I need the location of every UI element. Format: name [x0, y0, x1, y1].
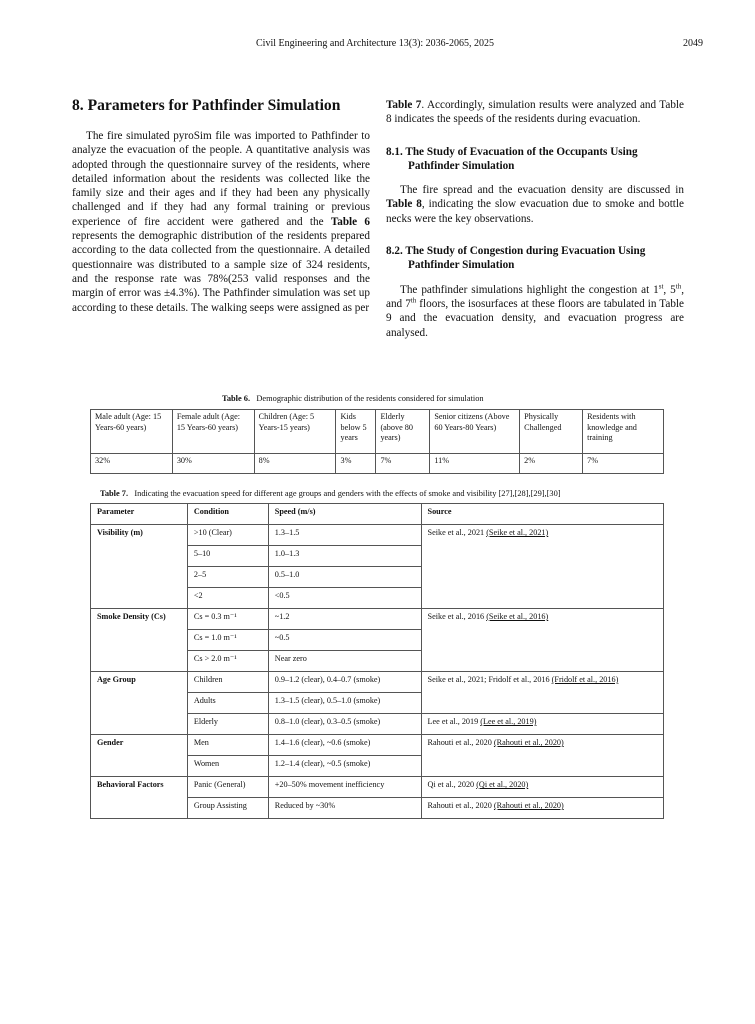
- table-6-value-row: [91, 454, 664, 474]
- table-6-header-row: [91, 410, 664, 454]
- condition-cell: Men: [187, 735, 268, 756]
- parameter-cell: Age Group: [91, 672, 188, 735]
- condition-cell: Women: [187, 756, 268, 777]
- table-row: [91, 525, 664, 546]
- para-text: floors, the isosurfaces at these floors are tabulated in Table 9 and the evacuation density, and evacuation progress are analysed.: [386, 297, 684, 339]
- source-text: Lee et al., 2019: [427, 717, 481, 726]
- section-8-paragraph: [72, 129, 370, 315]
- table-6-value-cell: 7%: [376, 454, 430, 474]
- speed-cell: 0.9–1.2 (clear), 0.4–0.7 (smoke): [268, 672, 421, 693]
- table-7: [90, 503, 664, 819]
- speed-cell: Near zero: [268, 651, 421, 672]
- table-6-header-cell: Kids below 5 years: [336, 410, 376, 454]
- table-7-caption-text: Indicating the evacuation speed for different age groups and genders with the effects of smoke and visibility [27],[28],[29],[30]: [134, 489, 561, 498]
- table-6-header-cell: Senior citizens (Above 60 Years-80 Years): [430, 410, 520, 454]
- table-6-caption-text: Demographic distribution of the residents considered for simulation: [256, 394, 484, 403]
- speed-cell: 1.2–1.4 (clear), ~0.5 (smoke): [268, 756, 421, 777]
- parameter-cell: Gender: [91, 735, 188, 777]
- source-text: Rahouti et al., 2020: [427, 801, 494, 810]
- speed-cell: 1.4–1.6 (clear), ~0.6 (smoke): [268, 735, 421, 756]
- table8-ref: Table 8: [386, 198, 422, 211]
- condition-cell: Elderly: [187, 714, 268, 735]
- citation-link[interactable]: (Seike et al., 2021): [486, 528, 549, 537]
- source-cell: [421, 714, 663, 735]
- table6-ref: Table 6: [330, 215, 371, 228]
- source-cell: [421, 798, 663, 819]
- table-6-value-cell: 7%: [583, 454, 664, 474]
- speed-cell: Reduced by ~30%: [268, 798, 421, 819]
- table-row: [91, 735, 664, 756]
- journal-citation: Civil Engineering and Architecture 13(3): 2036-2065, 2025: [256, 38, 495, 49]
- condition-cell: Cs = 0.3 m⁻¹: [187, 609, 268, 630]
- parameter-cell: Behavioral Factors: [91, 777, 188, 819]
- para-text: , indicating the slow evacuation due to smoke and bottle necks were the key observations.: [386, 198, 684, 225]
- source-cell: [421, 735, 663, 777]
- table-6-header-cell: Residents with knowledge and training: [583, 410, 664, 454]
- citation-link[interactable]: (Seike et al., 2016): [486, 612, 549, 621]
- parameter-cell: Visibility (m): [91, 525, 188, 609]
- table-7-header-cell: Condition: [187, 504, 268, 525]
- citation-link[interactable]: (Lee et al., 2019): [480, 717, 537, 726]
- condition-cell: <2: [187, 588, 268, 609]
- condition-cell: Panic (General): [187, 777, 268, 798]
- speed-cell: 1.0–1.3: [268, 546, 421, 567]
- table-6-label: Table 6.: [222, 394, 251, 403]
- para-text: The fire spread and the evacuation density are discussed in: [400, 184, 684, 197]
- para-text: The pathfinder simulations highlight the congestion at 1: [400, 283, 659, 296]
- left-column: [72, 96, 370, 315]
- parameter-cell: Smoke Density (Cs): [91, 609, 188, 672]
- condition-cell: Adults: [187, 693, 268, 714]
- condition-cell: >10 (Clear): [187, 525, 268, 546]
- para-text: , 5: [663, 283, 676, 296]
- source-cell: [421, 609, 663, 672]
- para-text: . Accordingly, simulation results were analyzed and Table 8 indicates the speeds of the residents during evacuation.: [386, 99, 684, 126]
- superscript: th: [410, 296, 417, 305]
- speed-cell: 1.3–1.5: [268, 525, 421, 546]
- para-text: The fire simulated pyroSim file was imported to Pathfinder to analyze the evacuation of the people. A quantitative analysis was adopted through the questionnaire survey of the residents, where detailed information about the residents was collected like the family size and their ages and if they had been any physically challenged and if they had any formal training or previous experience of fire accident were gathered and the: [72, 130, 370, 228]
- citation-link[interactable]: (Qi et al., 2020): [476, 780, 529, 789]
- right-column: [386, 98, 684, 340]
- citation-link[interactable]: (Rahouti et al., 2020): [493, 801, 564, 810]
- para-text: represents the demographic distribution of the residents prepared according to the data collected from the questionnaire. A detailed questionnaire was distributed to a sample size of 324 residents, and the response rate was 78%(253 valid responses and the margin of error was ±4.3%). The Pathfinder simulation was set up according to these details. The walking seeps were assigned as per: [72, 230, 370, 314]
- source-text: Qi et al., 2020: [427, 780, 477, 789]
- table-7-caption: [100, 488, 561, 499]
- section-8-1-heading: 8.1. The Study of Evacuation of the Occupants Using Pathfinder Simulation: [386, 145, 638, 172]
- speed-cell: 0.8–1.0 (clear), 0.3–0.5 (smoke): [268, 714, 421, 735]
- table-6-header-cell: Female adult (Age: 15 Years-60 years): [172, 410, 254, 454]
- table7-ref: Table 7: [386, 99, 422, 111]
- condition-cell: 5–10: [187, 546, 268, 567]
- table-7-label: Table 7.: [100, 489, 129, 498]
- speed-cell: ~1.2: [268, 609, 421, 630]
- speed-cell: 1.3–1.5 (clear), 0.5–1.0 (smoke): [268, 693, 421, 714]
- citation-link[interactable]: (Rahouti et al., 2020): [493, 738, 564, 747]
- section-8-2-heading: 8.2. The Study of Congestion during Evacuation Using Pathfinder Simulation: [386, 245, 646, 272]
- superscript: st: [658, 281, 664, 290]
- table-6-header-cell: Children (Age: 5 Years-15 years): [254, 410, 336, 454]
- table-6-value-cell: 32%: [91, 454, 173, 474]
- superscript: th: [675, 281, 682, 290]
- running-header: [0, 38, 755, 54]
- table-7-header-row: [91, 504, 664, 525]
- table-6-value-cell: 2%: [520, 454, 583, 474]
- speed-cell: +20–50% movement inefficiency: [268, 777, 421, 798]
- table-6: [90, 409, 664, 474]
- table-6-value-cell: 8%: [254, 454, 336, 474]
- table-6-header-cell: Elderly (above 80 years): [376, 410, 430, 454]
- table-6-header-cell: Male adult (Age: 15 Years-60 years): [91, 410, 173, 454]
- table-row: [91, 672, 664, 693]
- table-7-body: [91, 525, 664, 819]
- condition-cell: Children: [187, 672, 268, 693]
- para-text: , and 7: [386, 283, 685, 310]
- section-8-paragraph-continued: [386, 98, 684, 127]
- speed-cell: ~0.5: [268, 630, 421, 651]
- table-6-caption: [222, 393, 484, 404]
- page-number: 2049: [683, 38, 703, 49]
- source-cell: [421, 672, 663, 714]
- condition-cell: 2–5: [187, 567, 268, 588]
- source-cell: [421, 525, 663, 609]
- table-6-value-cell: 3%: [336, 454, 376, 474]
- table-7-header-cell: Speed (m/s): [268, 504, 421, 525]
- table-6-header-cell: Physically Challenged: [520, 410, 583, 454]
- section-8-2-paragraph: [386, 283, 684, 340]
- section-8-heading: 8. Parameters for Pathfinder Simulation: [72, 97, 341, 114]
- table-row: [91, 609, 664, 630]
- source-cell: [421, 777, 663, 798]
- condition-cell: Group Assisting: [187, 798, 268, 819]
- speed-cell: 0.5–1.0: [268, 567, 421, 588]
- condition-cell: Cs = 1.0 m⁻¹: [187, 630, 268, 651]
- source-text: Seike et al., 2016: [427, 612, 487, 621]
- table-7-header-cell: Source: [421, 504, 663, 525]
- condition-cell: Cs > 2.0 m⁻¹: [187, 651, 268, 672]
- table-6-value-cell: 30%: [172, 454, 254, 474]
- speed-cell: <0.5: [268, 588, 421, 609]
- source-text: Seike et al., 2021; Fridolf et al., 2016: [427, 675, 552, 684]
- table-7-header-cell: Parameter: [91, 504, 188, 525]
- table-row: [91, 777, 664, 798]
- source-text: Seike et al., 2021: [427, 528, 487, 537]
- table-6-value-cell: 11%: [430, 454, 520, 474]
- source-text: Rahouti et al., 2020: [427, 738, 494, 747]
- citation-link[interactable]: (Fridolf et al., 2016): [551, 675, 619, 684]
- section-8-1-paragraph: [386, 183, 684, 226]
